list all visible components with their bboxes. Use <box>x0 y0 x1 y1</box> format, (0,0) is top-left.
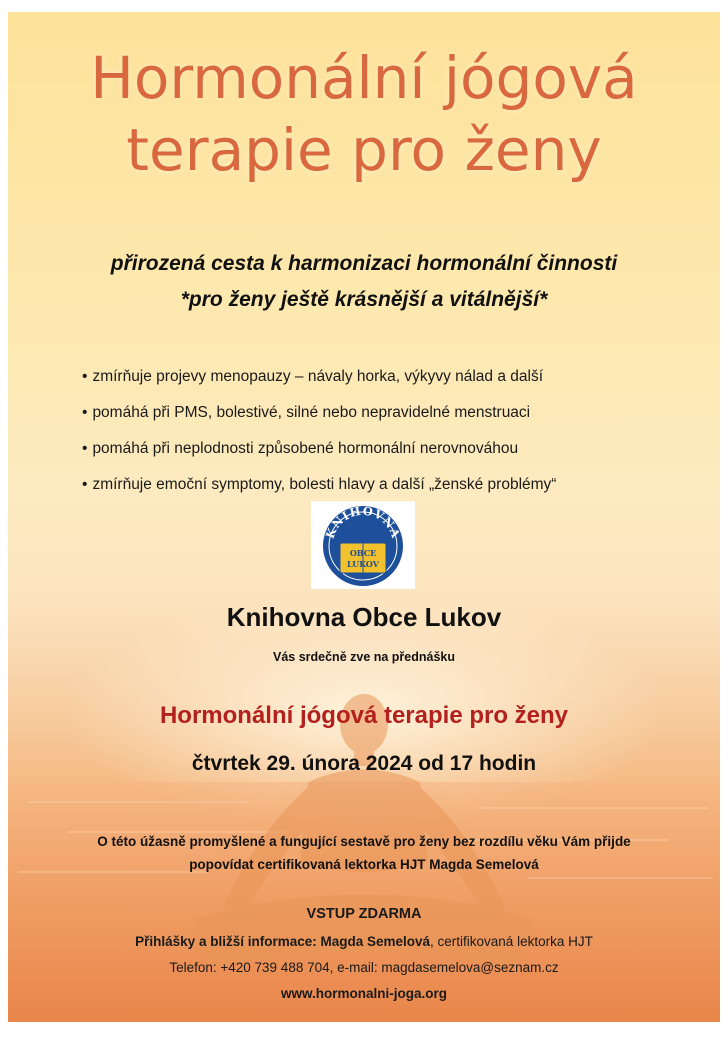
benefit-text: zmírňuje projevy menopauzy – návaly horka, výkyvy nálad a další <box>92 368 544 385</box>
benefit-item <box>82 366 556 402</box>
bullet-icon: • <box>82 404 88 421</box>
lecture-description <box>8 830 720 876</box>
logo-book-line-2: LUKOV <box>347 559 379 569</box>
bullet-icon: • <box>82 368 88 385</box>
benefit-text: zmírňuje emoční symptomy, bolesti hlavy a další „ženské problémy“ <box>92 476 557 493</box>
library-logo <box>311 501 415 589</box>
phone-email: Telefon: +420 739 488 704, e-mail: magdasemelova@seznam.cz <box>169 960 559 975</box>
subtitle-line-2: *pro ženy ještě krásnější a vitálnější* <box>180 288 548 311</box>
benefit-item <box>82 402 556 438</box>
logo-arc-text: KNIHOVNA <box>322 503 404 541</box>
bullet-icon: • <box>82 476 88 493</box>
event-date: čtvrtek 29. února 2024 od 17 hodin <box>191 752 537 775</box>
benefit-text: pomáhá při PMS, bolestivé, silné nebo nepravidelné menstruaci <box>92 404 531 421</box>
description-line-2: popovídat certifikovaná lektorka HJT Magda Semelová <box>189 857 539 872</box>
subtitle-line-1: přirozená cesta k harmonizaci hormonální činnosti <box>110 252 618 275</box>
contact-label: Přihlášky a bližší informace: Magda Semelová <box>135 934 431 949</box>
main-title-line-2: terapie pro ženy <box>126 116 602 184</box>
main-title-line-1: Hormonální jógová <box>90 44 638 112</box>
benefits-list <box>82 366 556 510</box>
contact-title: , certifikovaná lektorka HJT <box>430 934 593 949</box>
benefit-text: pomáhá při neplodnosti způsobené hormonální nerovnováhou <box>92 440 519 457</box>
bullet-icon: • <box>82 440 88 457</box>
event-title: Hormonální jógová terapie pro ženy <box>159 702 569 729</box>
logo-book-line-1: OBCE <box>349 548 377 558</box>
library-name: Knihovna Obce Lukov <box>226 602 502 632</box>
poster <box>8 12 720 1022</box>
website-link[interactable]: www.hormonalni-joga.org <box>281 986 447 1001</box>
benefit-item <box>82 438 556 474</box>
free-entry: VSTUP ZDARMA <box>306 906 422 922</box>
invitation-text: Vás srdečně zve na přednášku <box>272 650 456 664</box>
contact-info <box>8 934 720 949</box>
description-line-1: O této úžasně promyšlené a fungující sestavě pro ženy bez rozdílu věku Vám přijde <box>97 834 631 849</box>
